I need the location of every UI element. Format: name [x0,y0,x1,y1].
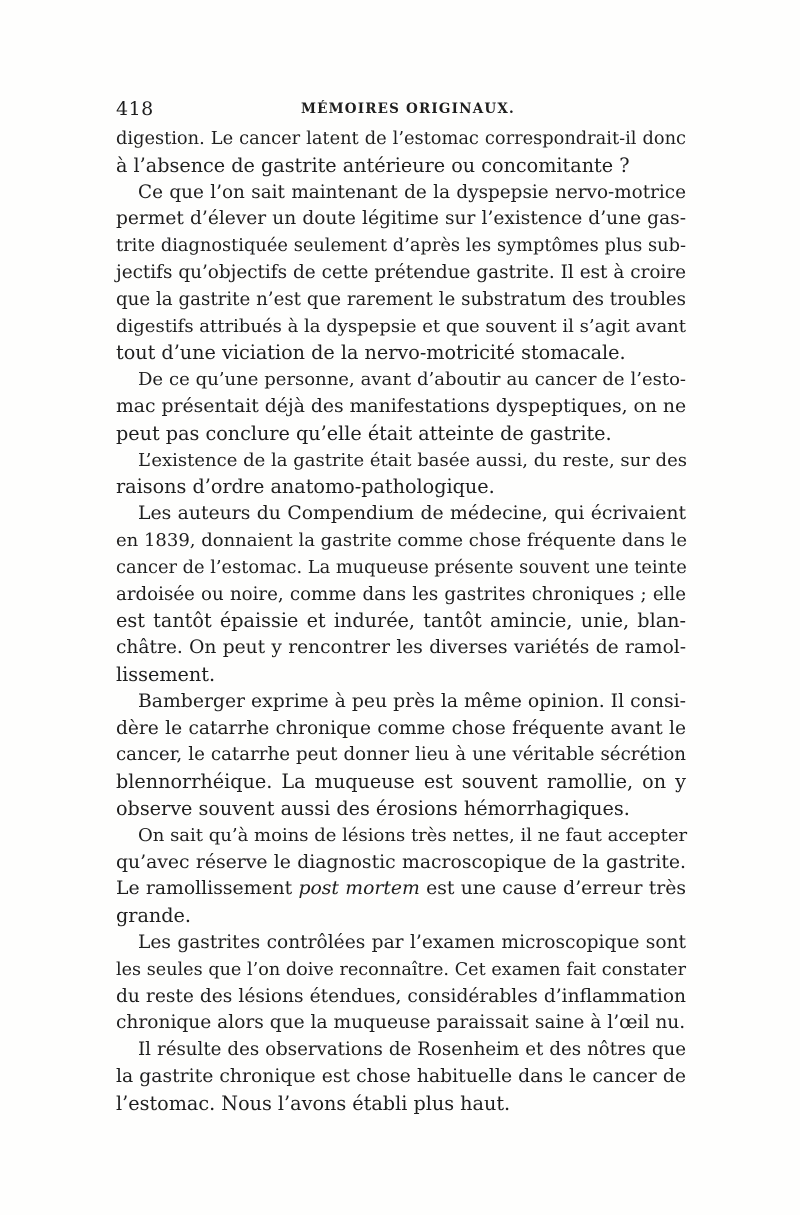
text-line: qu’avec réserve le diagnostic macroscopique de la gastrite. [116,851,686,873]
text-line: la gastrite chronique est chose habituelle dans le cancer de [116,1065,686,1087]
paragraph [116,180,686,368]
text-line: trite diagnostiquée seulement d’après les symptômes plus sub- [116,235,686,257]
text-line: L’existence de la gastrite était basée aussi, du reste, sur des [138,449,687,471]
text-line: observe souvent aussi des érosions hémorrhagiques. [116,796,630,820]
paragraph [116,126,686,180]
text-line: à l’absence de gastrite antérieure ou concomitante ? [116,153,630,177]
text-line: lissement. [116,662,216,686]
paragraph [116,448,686,502]
text-line: Ce que l’on sait maintenant de la dyspepsie nervo-motrice [138,181,686,203]
text-line: grande. [116,904,191,928]
body-text [116,126,686,1117]
text-line: blennorrhéique. La muqueuse est souvent ramollie, on y [116,770,686,794]
text-line: cancer de l’estomac. La muqueuse présente souvent une teinte [116,556,687,578]
text-line: Il résulte des observations de Rosenheim et des nôtres que [138,1039,686,1061]
text-line: tout d’une viciation de la nervo-motricité stomacale. [116,341,626,365]
text-line: est tantôt épaissie et indurée, tantôt amincie, unie, blan- [116,609,686,633]
text-line: chronique alors que la muqueuse paraissait saine à l’œil nu. [116,1012,686,1034]
text-line: que la gastrite n’est que rarement le substratum des troubles [116,288,686,310]
text-line: Bamberger exprime à peu près la même opinion. Il consi- [138,690,686,712]
text-line: l’estomac. Nous l’avons établi plus haut. [116,1091,511,1115]
running-head: MÉMOIRES ORIGINAUX. [301,101,515,117]
text-line: De ce qu’une personne, avant d’aboutir au cancer de l’esto- [138,369,686,391]
paragraph [116,930,686,1037]
text-line: en 1839, donnaient la gastrite comme chose fréquente dans le [116,529,688,551]
text-segment: est une cause d’erreur très [419,878,686,900]
text-line: dère le catarrhe chronique comme chose fréquente avant le [116,717,686,739]
text-line: permet d’élever un doute légitime sur l’existence d’une gas- [116,208,686,230]
paragraph [116,823,686,930]
italic-term: post mortem [298,878,420,900]
page-header [116,98,688,124]
text-line-with-italic [116,876,686,903]
text-line: cancer, le catarrhe peut donner lieu à une véritable sécrétion [116,744,686,766]
text-line: mac présentait déjà des manifestations dyspeptiques, on ne [116,395,687,417]
text-line: les seules que l’on doive reconnaître. Cet examen fait constater [116,959,686,980]
text-line: châtre. On peut y rencontrer les diverses variétés de ramol- [116,637,686,659]
page-number: 418 [116,98,154,120]
text-line: ardoisée ou noire, comme dans les gastrites chroniques ; elle [116,583,686,605]
paragraph [116,501,686,689]
text-line: du reste des lésions étendues, considérables d’inflammation [116,985,686,1007]
text-line: digestion. Le cancer latent de l’estomac correspondrait-il donc [116,128,686,149]
text-line: peut pas conclure qu’elle était atteinte de gastrite. [116,421,612,445]
text-line: digestifs attribués à la dyspepsie et que souvent il s’agit avant [116,315,686,337]
text-segment: Le ramollissement [116,878,299,900]
paragraph [116,1037,686,1117]
text-line: jectifs qu’objectifs de cette prétendue gastrite. Il est à croire [116,261,686,283]
paragraph [116,367,686,447]
text-line: Les gastrites contrôlées par l’examen microscopique sont [138,931,686,953]
text-line: Les auteurs du Compendium de médecine, qui écrivaient [138,503,686,525]
text-line: On sait qu’à moins de lésions très nettes, il ne faut accepter [138,824,688,846]
text-line: raisons d’ordre anatomo-pathologique. [116,475,495,499]
paragraph [116,689,686,823]
